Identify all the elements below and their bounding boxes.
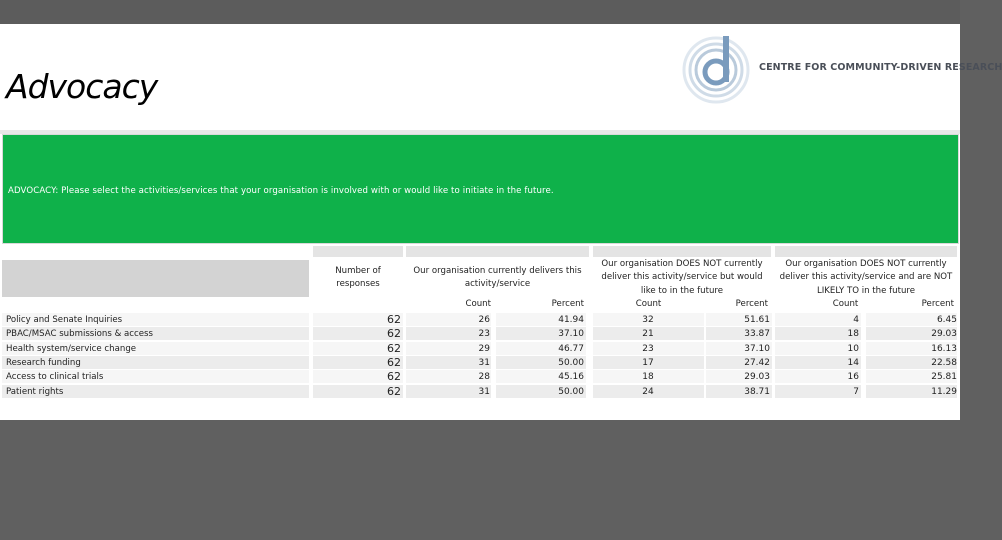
responses-value: 62 bbox=[387, 385, 401, 398]
would-like-count: 24 bbox=[642, 387, 654, 397]
delivers-count: 26 bbox=[478, 315, 490, 325]
delivers-percent: 50.00 bbox=[558, 387, 584, 397]
header-strip bbox=[593, 246, 771, 257]
not-likely-count: 18 bbox=[847, 329, 859, 339]
delivers-percent: 41.94 bbox=[558, 315, 584, 325]
bottom-area bbox=[0, 420, 960, 540]
header-strip bbox=[406, 246, 589, 257]
row-label: PBAC/MSAC submissions & access bbox=[6, 329, 153, 339]
not-likely-count: 16 bbox=[847, 372, 859, 382]
header-strip bbox=[775, 246, 957, 257]
sub-header-count: Count bbox=[832, 299, 859, 309]
row-label: Research funding bbox=[6, 358, 81, 368]
not-likely-percent: 16.13 bbox=[931, 344, 957, 354]
not-likely-count: 10 bbox=[847, 344, 859, 354]
col-header-not-likely: Our organisation DOES NOT currently deliver this activity/service and are NOT LIKELY TO in the future bbox=[779, 259, 953, 296]
delivers-count: 23 bbox=[478, 329, 490, 339]
would-like-count: 32 bbox=[642, 315, 654, 325]
not-likely-count: 7 bbox=[853, 387, 859, 397]
would-like-count: 17 bbox=[642, 358, 654, 368]
page-title: Advocacy bbox=[6, 67, 158, 106]
sub-header-percent: Percent bbox=[921, 299, 954, 309]
question-panel bbox=[2, 134, 959, 244]
delivers-percent: 46.77 bbox=[558, 344, 584, 354]
delivers-count: 28 bbox=[478, 372, 490, 382]
not-likely-percent: 22.58 bbox=[931, 358, 957, 368]
delivers-percent: 37.10 bbox=[558, 329, 584, 339]
sub-header-percent: Percent bbox=[551, 299, 584, 309]
not-likely-percent: 25.81 bbox=[931, 372, 957, 382]
sub-header-count: Count bbox=[465, 299, 491, 309]
delivers-count: 29 bbox=[478, 344, 490, 354]
logo-text: CENTRE FOR COMMUNITY-DRIVEN RESEARCH bbox=[759, 62, 1002, 73]
question-text: ADVOCACY: Please select the activities/services that your organisation is involved with or would like to initiate in the future. bbox=[8, 186, 554, 196]
responses-value: 62 bbox=[387, 327, 401, 340]
would-like-percent: 38.71 bbox=[744, 387, 770, 397]
not-likely-count: 14 bbox=[847, 358, 859, 368]
would-like-percent: 27.42 bbox=[744, 358, 770, 368]
row-label-header bbox=[2, 260, 309, 297]
col-header-delivers: Our organisation currently delivers this activity/service bbox=[413, 266, 582, 290]
delivers-percent: 45.16 bbox=[558, 372, 584, 382]
not-likely-count: 4 bbox=[853, 315, 859, 325]
responses-value: 62 bbox=[387, 342, 401, 355]
responses-value: 62 bbox=[387, 370, 401, 383]
row-label: Policy and Senate Inquiries bbox=[6, 315, 123, 325]
would-like-percent: 51.61 bbox=[744, 315, 770, 325]
delivers-count: 31 bbox=[478, 387, 490, 397]
not-likely-percent: 11.29 bbox=[931, 387, 957, 397]
would-like-count: 23 bbox=[642, 344, 654, 354]
delivers-count: 31 bbox=[478, 358, 490, 368]
col-header-responses: Number of responses bbox=[335, 266, 381, 290]
header-strip bbox=[313, 246, 403, 257]
sub-header-count: Count bbox=[635, 299, 662, 309]
not-likely-percent: 6.45 bbox=[936, 315, 957, 325]
ccdr-logo bbox=[682, 32, 1002, 104]
sub-header-percent: Percent bbox=[735, 299, 768, 309]
would-like-count: 18 bbox=[642, 372, 654, 382]
would-like-percent: 29.03 bbox=[744, 372, 770, 382]
would-like-percent: 33.87 bbox=[744, 329, 770, 339]
top-bar bbox=[0, 0, 960, 24]
delivers-percent: 50.00 bbox=[558, 358, 584, 368]
responses-value: 62 bbox=[387, 356, 401, 369]
row-label: Patient rights bbox=[6, 387, 64, 397]
would-like-count: 21 bbox=[642, 329, 654, 339]
ccdr-logo-icon bbox=[682, 32, 752, 104]
col-header-would-like: Our organisation DOES NOT currently deliver this activity/service but would like to in the future bbox=[601, 259, 763, 296]
responses-value: 62 bbox=[387, 313, 401, 326]
not-likely-percent: 29.03 bbox=[931, 329, 957, 339]
would-like-percent: 37.10 bbox=[744, 344, 770, 354]
row-label: Access to clinical trials bbox=[6, 372, 104, 382]
row-label: Health system/service change bbox=[6, 344, 137, 354]
